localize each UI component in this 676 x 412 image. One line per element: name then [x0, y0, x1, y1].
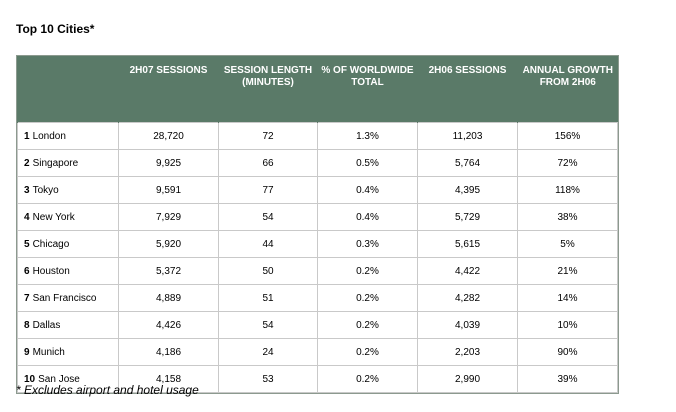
table-title: Top 10 Cities*: [16, 22, 95, 36]
cell-session-length: 44: [219, 231, 318, 258]
cell-pct-worldwide: 0.3%: [318, 231, 418, 258]
cell-pct-worldwide: 0.2%: [318, 366, 418, 393]
city-name: London: [32, 130, 66, 142]
cell-annual-growth: 38%: [518, 204, 618, 231]
cell-2h07-sessions: 28,720: [119, 123, 219, 150]
cell-session-length: 51: [219, 285, 318, 312]
cities-table-wrapper: [16, 55, 619, 394]
cell-city: [18, 312, 119, 339]
cell-session-length: 53: [219, 366, 318, 393]
rank-number: 2: [24, 157, 30, 169]
city-name: Dallas: [32, 319, 61, 331]
rank-number: 4: [24, 211, 30, 223]
cell-2h06-sessions: 11,203: [418, 123, 518, 150]
header-pct-worldwide: % OF WORLDWIDE TOTAL: [318, 56, 418, 123]
cell-annual-growth: 39%: [518, 366, 618, 393]
cell-pct-worldwide: 0.2%: [318, 339, 418, 366]
table-row: [18, 123, 618, 150]
cell-2h06-sessions: 5,764: [418, 150, 518, 177]
city-name: Singapore: [32, 157, 79, 169]
city-name: San Jose: [38, 373, 80, 385]
cell-2h07-sessions: 7,929: [119, 204, 219, 231]
table-header-row: [18, 56, 618, 123]
cell-city: [18, 258, 119, 285]
table-row: [18, 204, 618, 231]
cell-annual-growth: 118%: [518, 177, 618, 204]
cell-2h06-sessions: 4,422: [418, 258, 518, 285]
cell-city: [18, 123, 119, 150]
cities-table: [17, 56, 618, 393]
cell-2h07-sessions: 4,158: [119, 366, 219, 393]
rank-number: 9: [24, 346, 30, 358]
cell-2h07-sessions: 4,426: [119, 312, 219, 339]
cell-pct-worldwide: 0.5%: [318, 150, 418, 177]
cell-annual-growth: 14%: [518, 285, 618, 312]
cell-annual-growth: 21%: [518, 258, 618, 285]
city-name: New York: [32, 211, 75, 223]
cell-2h06-sessions: 4,395: [418, 177, 518, 204]
table-row: [18, 258, 618, 285]
table-row: [18, 231, 618, 258]
cell-city: [18, 285, 119, 312]
rank-number: 5: [24, 238, 30, 250]
cell-2h07-sessions: 9,591: [119, 177, 219, 204]
cell-pct-worldwide: 0.4%: [318, 204, 418, 231]
cell-session-length: 54: [219, 204, 318, 231]
city-name: Tokyo: [32, 184, 59, 196]
table-row: [18, 285, 618, 312]
cell-2h07-sessions: 4,186: [119, 339, 219, 366]
header-city: [18, 56, 119, 123]
footnote: * Excludes airport and hotel usage: [16, 383, 199, 397]
rank-number: 10: [24, 373, 36, 385]
cell-city: [18, 150, 119, 177]
cell-pct-worldwide: 0.2%: [318, 285, 418, 312]
header-2h06-sessions: 2H06 SESSIONS: [418, 56, 518, 123]
cell-session-length: 66: [219, 150, 318, 177]
header-2h07-sessions: 2H07 SESSIONS: [119, 56, 219, 123]
cell-2h07-sessions: 4,889: [119, 285, 219, 312]
cell-annual-growth: 156%: [518, 123, 618, 150]
rank-number: 1: [24, 130, 30, 142]
cell-pct-worldwide: 0.2%: [318, 312, 418, 339]
table-row: [18, 312, 618, 339]
table-row: [18, 150, 618, 177]
cell-2h07-sessions: 5,372: [119, 258, 219, 285]
cell-annual-growth: 5%: [518, 231, 618, 258]
cell-2h06-sessions: 2,203: [418, 339, 518, 366]
cell-2h06-sessions: 5,729: [418, 204, 518, 231]
cell-annual-growth: 10%: [518, 312, 618, 339]
cell-city: [18, 231, 119, 258]
city-name: Chicago: [32, 238, 70, 250]
cell-pct-worldwide: 1.3%: [318, 123, 418, 150]
cell-2h06-sessions: 2,990: [418, 366, 518, 393]
cell-2h07-sessions: 5,920: [119, 231, 219, 258]
cell-city: [18, 177, 119, 204]
cell-session-length: 77: [219, 177, 318, 204]
table-row: [18, 177, 618, 204]
cell-city: [18, 204, 119, 231]
rank-number: 7: [24, 292, 30, 304]
rank-number: 8: [24, 319, 30, 331]
cell-2h06-sessions: 5,615: [418, 231, 518, 258]
cell-2h06-sessions: 4,039: [418, 312, 518, 339]
cell-pct-worldwide: 0.4%: [318, 177, 418, 204]
header-session-length: SESSION LENGTH (MINUTES): [219, 56, 318, 123]
rank-number: 3: [24, 184, 30, 196]
cell-annual-growth: 72%: [518, 150, 618, 177]
cell-pct-worldwide: 0.2%: [318, 258, 418, 285]
cell-session-length: 50: [219, 258, 318, 285]
cell-2h07-sessions: 9,925: [119, 150, 219, 177]
table-row: [18, 339, 618, 366]
header-annual-growth: ANNUAL GROWTH FROM 2H06: [518, 56, 618, 123]
cell-2h06-sessions: 4,282: [418, 285, 518, 312]
city-name: Houston: [32, 265, 70, 277]
city-name: San Francisco: [32, 292, 97, 304]
cell-session-length: 72: [219, 123, 318, 150]
cell-annual-growth: 90%: [518, 339, 618, 366]
city-name: Munich: [32, 346, 65, 358]
cell-session-length: 24: [219, 339, 318, 366]
rank-number: 6: [24, 265, 30, 277]
cell-city: [18, 339, 119, 366]
cell-session-length: 54: [219, 312, 318, 339]
